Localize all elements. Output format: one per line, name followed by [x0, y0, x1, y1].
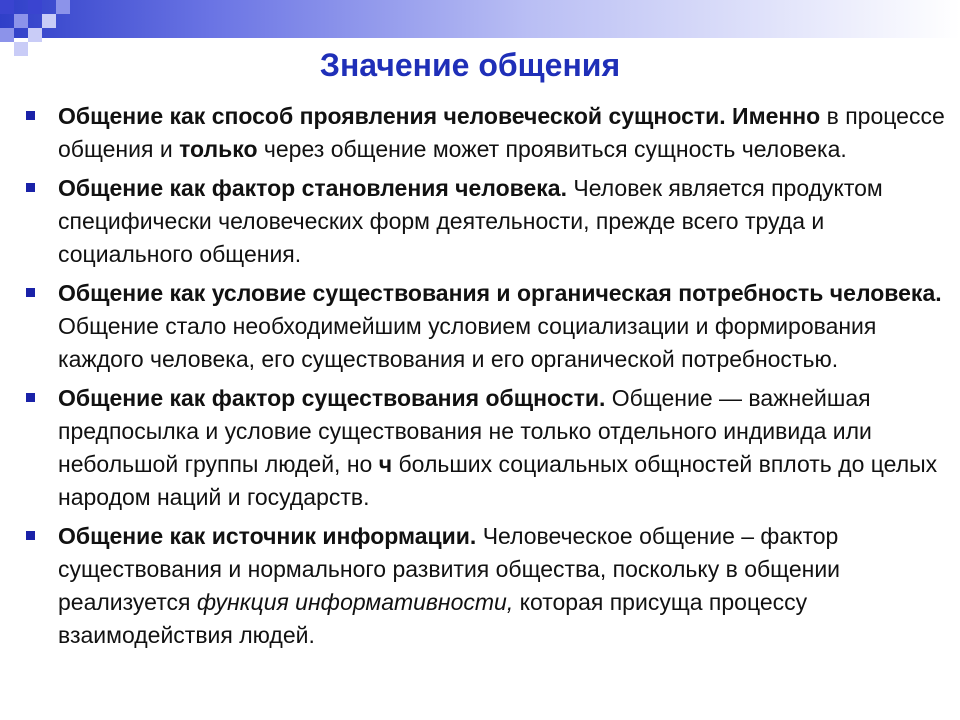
square-bullet-icon [26, 183, 35, 192]
text-run: которая присуща процессу взаимодействия людей. [58, 589, 808, 648]
bullet-item [18, 382, 948, 514]
text-run: больших социальных общностей вплоть до целых народом наций и государств. [58, 451, 938, 510]
text-run: Общение как условие существования и органическая потребность человека. [58, 280, 942, 306]
text-run: только [179, 136, 258, 162]
square-bullet-icon [26, 288, 35, 297]
text-run: функция информативности, [196, 589, 514, 615]
bullet-item [18, 277, 948, 376]
checker-square [14, 14, 28, 28]
bullet-text [58, 103, 945, 162]
checker-square [56, 0, 70, 14]
bullet-item [18, 100, 948, 166]
text-run: Общение как фактор становления человека. [58, 175, 567, 201]
text-run: Общение как источник информации. [58, 523, 477, 549]
bullet-text [58, 175, 883, 267]
slide-title: Значение общения [319, 47, 621, 83]
bullet-text [58, 385, 937, 510]
text-run: Человеческое общение – фактор существования и нормального развития общества, поскольку в общении реализуется [58, 523, 841, 615]
header-gradient-bar [0, 0, 960, 38]
bullet-text [58, 280, 942, 372]
square-bullet-icon [26, 111, 35, 120]
checker-square [28, 28, 42, 42]
bullet-list [18, 100, 948, 658]
bullet-item [18, 172, 948, 271]
text-run: Общение — важнейшая предпосылка и условие существования не только отдельного индивида или небольшой группы людей, но [58, 385, 872, 477]
text-run: ч [378, 451, 393, 477]
checker-square [28, 0, 42, 14]
text-run: в процессе общения и [58, 103, 945, 162]
bullet-text [58, 523, 840, 648]
text-run: Человек является продуктом специфически человеческих форм деятельности, прежде всего труда и социального общения. [58, 175, 883, 267]
bullet-item [18, 520, 948, 652]
text-run: Общение как способ проявления человеческой сущности. Именно [58, 103, 821, 129]
square-bullet-icon [26, 393, 35, 402]
square-bullet-icon [26, 531, 35, 540]
text-run: через общение может проявиться сущность человека. [257, 136, 847, 162]
text-run: Общение как фактор существования общности. [58, 385, 606, 411]
text-run: Общение стало необходимейшим условием социализации и формирования каждого человека, его существования и его органической потребностью. [58, 313, 877, 372]
checker-square [0, 0, 14, 14]
checker-square [42, 14, 56, 28]
checker-square [0, 28, 14, 42]
